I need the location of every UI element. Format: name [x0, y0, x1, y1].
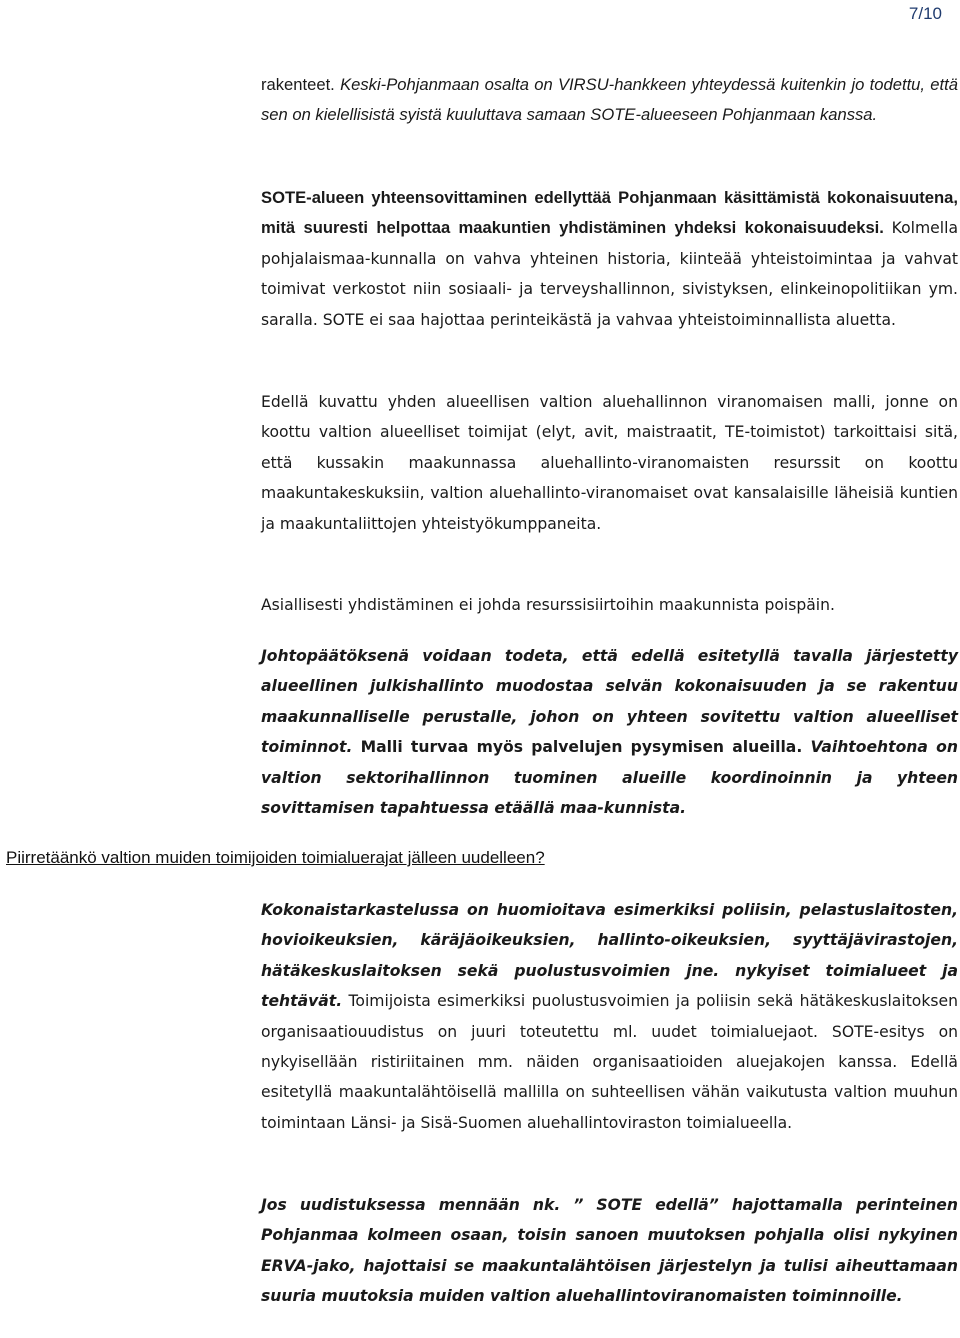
italic-text-run: Keski-Pohjanmaan osalta on VIRSU-hankkeen yhteydessä kuitenkin jo todettu, että sen on kielellisistä syistä kuuluttava samaan SOTE-alueeseen Pohjanmaan kanssa. [261, 75, 958, 125]
bold-text-run: Malli turvaa myös palvelujen pysymisen alueilla. [360, 738, 803, 757]
bold-italic-text-run: Johtopäätöksenä voidaan todeta, että edellä esitetyllä tavalla järjestetty alueellinen julkishallinto muodostaa selvän kokonaisuuden ja se rakentuu maakunnalliselle perustalle, johon on yhteen sovitettu valtion alueelliset toiminnot. [261, 647, 958, 757]
section-heading: Piirretäänkö valtion muiden toimijoiden toimialuerajat jälleen uudelleen? [6, 848, 545, 867]
paragraph-regional-authority-model [261, 387, 958, 539]
bold-text-run: SOTE-alueen yhteensovittaminen edellyttää Pohjanmaan käsittämistä kokonaisuutena, mitä suuresti helpottaa maakuntien yhdistäminen yhdeksi kokonaisuudeksi. [261, 188, 958, 238]
bold-italic-text-run: Kokonaistarkastelussa on huomioitava esimerkiksi poliisin, pelastuslaitosten, hovioikeuksien, käräjäoikeuksien, hallinto-oikeuksien, syyttäjävirastojen, hätäkeskuslaitoksen sekä puolustusvoimien jne. nykyiset toimialueet ja tehtävät. [261, 901, 958, 1011]
paragraph-conclusion [261, 641, 958, 823]
paragraph [261, 895, 958, 1138]
paragraph [261, 70, 958, 131]
text-run: Toimijoista esimerkiksi puolustusvoimien ja poliisin sekä hätäkeskuslaitoksen organisaatiouudistus on juuri toteutettu ml. uudet toimialuejaot. SOTE-esitys on nykyisellään ristiriitainen mm. näiden organisaatioiden aluejakojen kanssa. Edellä esitetyllä maakuntalähtöisellä mallilla on suhteellisen vähän vaikutusta valtion muuhun toimintaan Länsi- ja Sisä-Suomen aluehallintoviraston toimialueella. [261, 992, 958, 1132]
page-number: 7/10 [908, 4, 942, 23]
text-run: Kolmella pohjalaismaa-kunnalla on vahva yhteinen historia, kiinteää yhteistoimintaa ja vahvat toimivat verkostot niin sosiaali- ja terveyshallinnon, sivistyksen, elinkeinopolitiikan ym. saralla. SOTE ei saa hajottaa perinteikästä ja vahvaa yhteistoiminnallista aluetta. [261, 219, 958, 329]
paragraph-region-membership [261, 70, 958, 131]
paragraph [261, 641, 958, 823]
bold-italic-text-run: Vaihtoehtona on valtion sektorihallinnon tuominen alueille koordinoinnin ja yhteen sovittamisen tapahtuessa etäällä maa-kunnista. [261, 738, 958, 818]
paragraph: Asiallisesti yhdistäminen ei johda resurssisiirtoihin maakunnista poispäin. [261, 596, 835, 614]
paragraph-sote-region [261, 183, 958, 335]
text-run: rakenteet. [261, 75, 335, 94]
paragraph: Jos uudistuksessa mennään nk. ” SOTE edellä” hajottamalla perinteinen Pohjanmaa kolmeen osaan, toisin sanoen muutoksen pohjalla olisi nykyinen ERVA-jako, hajottaisi se maakuntalähtöisen järjestelyn ja tulisi aiheuttamaan suuria muutoksia muiden valtion aluehallintoviranomaisten toiminnoille. [261, 1196, 958, 1306]
paragraph-reform-consequence [261, 1190, 958, 1312]
paragraph-overall-review [261, 895, 958, 1138]
paragraph [261, 183, 958, 335]
paragraph-resource-transfer [261, 590, 958, 620]
paragraph: Edellä kuvattu yhden alueellisen valtion aluehallinnon viranomaisen malli, jonne on koottu valtion alueelliset toimijat (elyt, avit, maistraatit, TE-toimistot) tarkoittaisi sitä, että kussakin maakunnassa aluehallinto-viranomaisten resurssit on koottu maakuntakeskuksiin, valtion aluehallinto-viranomaiset ovat kansalaisille läheisiä kuntien ja maakuntaliittojen yhteistyökumppaneita. [261, 393, 958, 533]
